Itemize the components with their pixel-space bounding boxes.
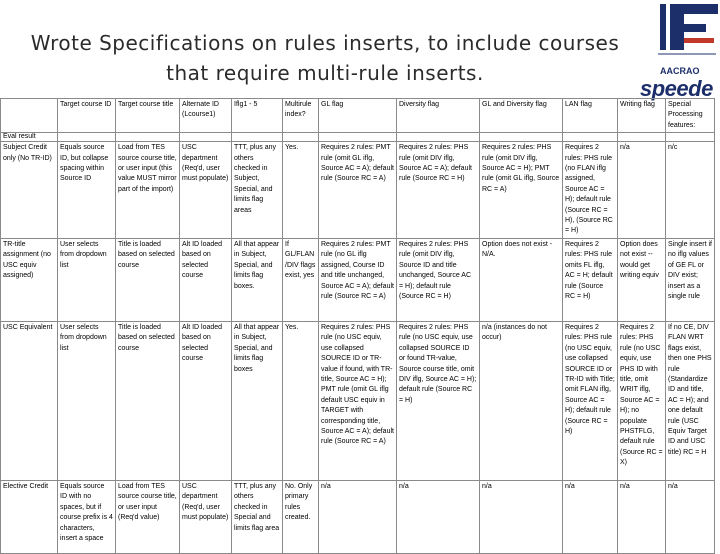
table-cell: n/a xyxy=(319,480,397,553)
table-cell: Requires 2 rules: PHS rule (no FLAN iflg assigned, Source AC = H); default rule (Source RC = H), (Source RC = H) xyxy=(563,142,618,239)
table-cell-empty xyxy=(116,133,180,142)
rules-table-container xyxy=(0,98,720,540)
table-header-cell: Diversity flag xyxy=(397,99,480,133)
table-cell: Requires 2 rules: PHS rule (no USC equiv, use collapsed SOURCE ID or found TR-value, Source course title, omit DIV iflg, Source AC = H); default rule (Source RC = H) xyxy=(397,321,480,480)
table-header-cell: Target course ID xyxy=(58,99,116,133)
table-cell: Option does not exist - N/A. xyxy=(480,238,563,321)
table-cell: n/a xyxy=(618,142,666,239)
table-cell-empty xyxy=(319,133,397,142)
table-header-cell: Multirule index? xyxy=(283,99,319,133)
row-label-cell: TR-title assignment (no USC equiv assigned) xyxy=(1,238,58,321)
table-cell: Yes. xyxy=(283,142,319,239)
table-cell: Alt ID loaded based on selected course xyxy=(180,238,232,321)
table-cell: User selects from dropdown list xyxy=(58,321,116,480)
table-cell: Requires 2 rules: PHS rule (omit DIV iflg, Source AC = H); PMT rule (omit GL iflg, Source RC = A) xyxy=(480,142,563,239)
table-header-cell xyxy=(1,99,58,133)
table-cell: Requires 2 rules: PMT rule (omit GL iflg, Source AC = A); default rule (Source RC = A) xyxy=(319,142,397,239)
table-row xyxy=(1,238,715,321)
table-cell-empty xyxy=(618,133,666,142)
table-cell-empty xyxy=(180,133,232,142)
slide-title-line-1: Wrote Specifications on rules inserts, to include courses xyxy=(30,31,620,55)
table-cell: Yes. xyxy=(283,321,319,480)
table-cell: n/a xyxy=(397,480,480,553)
table-header-cell: GL flag xyxy=(319,99,397,133)
table-cell: Equals source ID with no spaces, but if course prefix is 4 characters, insert a space xyxy=(58,480,116,553)
table-cell: USC department (Req'd, user must populate) xyxy=(180,142,232,239)
table-cell: Alt ID loaded based on selected course xyxy=(180,321,232,480)
table-cell-empty xyxy=(397,133,480,142)
table-cell: All that appear in Subject, Special, and limits flag boxes. xyxy=(232,238,283,321)
table-header-cell: GL and Diversity flag xyxy=(480,99,563,133)
table-header-cell: Alternate ID (Lcourse1) xyxy=(180,99,232,133)
table-cell: n/a xyxy=(666,480,715,553)
table-cell: TTT, plus any others checked in Special and limits flag area xyxy=(232,480,283,553)
row-label-cell: Elective Credit xyxy=(1,480,58,553)
table-cell-empty xyxy=(666,133,715,142)
logo-product-text: speede xyxy=(640,76,713,101)
eval-result-row xyxy=(1,133,715,142)
table-cell: Requires 2 rules: PHS rule (no USC equiv, use collapsed SOURCE ID or TR-ID with Title; omit FLAN iflg, Source AC = H); default rule (Source RC = H) xyxy=(563,321,618,480)
table-header-cell: Special Processing features: xyxy=(666,99,715,133)
table-cell: n/a xyxy=(563,480,618,553)
table-header-cell: LAN flag xyxy=(563,99,618,133)
table-cell: Requires 2 rules: PHS rule (no USC equiv, use collapsed SOURCE ID or TR-value if found, with TR-title, Source AC = H); PMT rule (omit GL iflg default USC equiv in TARGET with corresponding title, Source AC = A); default rule (Source RC = A) xyxy=(319,321,397,480)
table-cell: TTT, plus any others checked in Subject, Special, and limits flag areas xyxy=(232,142,283,239)
table-header-cell: Target course title xyxy=(116,99,180,133)
table-cell: n/a xyxy=(480,480,563,553)
table-cell: Load from TES source course title, or user input (Req'd value) xyxy=(116,480,180,553)
table-cell: Title is loaded based on selected course xyxy=(116,238,180,321)
slide-title-line-2: that require multi-rule inserts. xyxy=(166,61,484,85)
table-header-row xyxy=(1,99,715,133)
table-row xyxy=(1,321,715,480)
table-cell: If no CE, DIV FLAN WRT flags exist, then one PHS rule (Standardize ID and title, AC = H); and one default rule (USC Equiv Target ID and USC title) RC = H xyxy=(666,321,715,480)
table-cell: Load from TES source course title, or user input (this value MUST mirror part of the import) xyxy=(116,142,180,239)
table-cell: USC department (Req'd, user must populate) xyxy=(180,480,232,553)
rules-table xyxy=(0,98,715,554)
table-cell: Requires 2 rules: PHS rule omits FL iflg, AC = H; default rule (Source RC = H) xyxy=(563,238,618,321)
table-cell: n/c xyxy=(666,142,715,239)
slide-title xyxy=(20,28,630,88)
row-label-cell: USC Equivalent xyxy=(1,321,58,480)
table-cell: All that appear in Subject, Special, and limits flag boxes xyxy=(232,321,283,480)
table-cell: Single insert if no iflg values of GE FL or DIV exist; insert as a single rule xyxy=(666,238,715,321)
table-cell-empty xyxy=(283,133,319,142)
table-cell: User selects from dropdown list xyxy=(58,238,116,321)
table-row xyxy=(1,142,715,239)
table-cell: Requires 2 rules: PHS rule (no USC equiv, use PHS ID with title, omit WRIT iflg, Source AC = H); no populate PHSTFLG, default rule (Source RC = X) xyxy=(618,321,666,480)
table-header-cell: Iflg1 - 5 xyxy=(232,99,283,133)
table-cell-empty xyxy=(232,133,283,142)
table-cell: Equals source ID, but collapse spacing within Source ID xyxy=(58,142,116,239)
row-label-cell: Subject Credit only (No TR-ID) xyxy=(1,142,58,239)
table-row xyxy=(1,480,715,553)
table-cell: No. Only primary rules created. xyxy=(283,480,319,553)
table-cell: Requires 2 rules: PMT rule (no GL iflg assigned, Course ID and title unchanged, Source AC = A); default rule (Source RC = A) xyxy=(319,238,397,321)
table-cell: Option does not exist -- would get writing equiv xyxy=(618,238,666,321)
table-cell: If GL/FLAN/DIV flags exist, yes xyxy=(283,238,319,321)
table-cell: Requires 2 rules: PHS rule (omit DIV iflg, Source AC = A); default rule (Source RC = H) xyxy=(397,142,480,239)
table-cell-empty xyxy=(563,133,618,142)
table-cell-empty xyxy=(58,133,116,142)
table-cell: n/a xyxy=(618,480,666,553)
eval-result-label: Eval result xyxy=(1,133,58,142)
table-cell-empty xyxy=(480,133,563,142)
slide-edge-line xyxy=(714,98,715,540)
logo-org-text: AACRAO xyxy=(660,66,700,76)
table-cell: Requires 2 rules: PHS rule (omit DIV iflg, Source ID and title unchanged, Source AC = H); default rule (Source RC = H) xyxy=(397,238,480,321)
table-cell: n/a (instances do not occur) xyxy=(480,321,563,480)
table-header-cell: Writing flag xyxy=(618,99,666,133)
table-cell: Title is loaded based on selected course xyxy=(116,321,180,480)
